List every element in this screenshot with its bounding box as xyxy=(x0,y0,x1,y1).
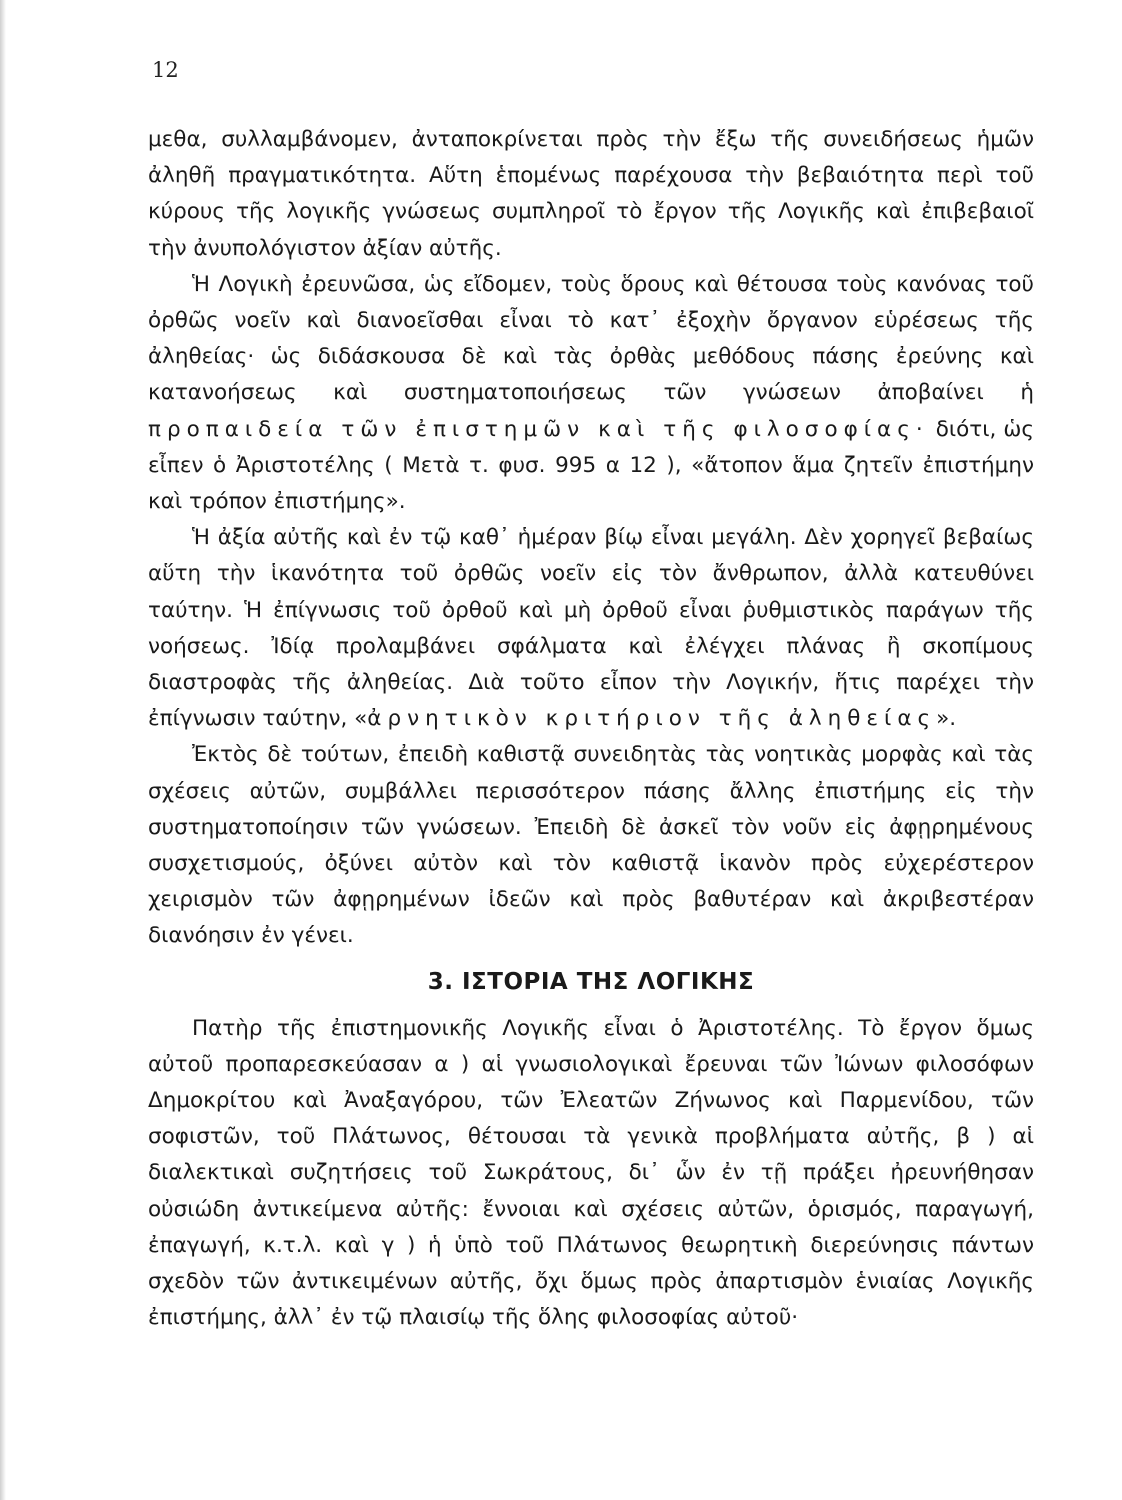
paragraph-history: Πατὴρ τῆς ἐπιστημονικῆς Λογικῆς εἶναι ὁ Ἀριστοτέλης. Τὸ ἔργον ὅμως αὐτοῦ προπαρεσκεύασαν α ) αἱ γνωσιολογικαὶ ἔρευναι τῶν Ἰώνων φιλοσόφων Δημοκρίτου καὶ Ἀναξαγόρου, τῶν Ἐλεατῶν Ζήνωνος καὶ Παρμενίδου, τῶν σοφιστῶν, τοῦ Πλάτωνος, θέτουσαι τὰ γενικὰ προβλήματα αὐτῆς, β ) αἱ διαλεκτικαὶ συζητήσεις τοῦ Σωκράτους, δι᾽ ὧν ἐν τῇ πράξει ἠρευνήθησαν οὐσιώδη ἀντικείμενα αὐτῆς: ἔννοιαι καὶ σχέσεις αὐτῶν, ὁρισμός, παραγωγή, ἐπαγωγή, κ.τ.λ. καὶ γ ) ἡ ὑπὸ τοῦ Πλάτωνος θεωρητικὴ διερεύνησις πάντων σχεδὸν τῶν ἀντικειμένων αὐτῆς, ὄχι ὅμως πρὸς ἀπαρτισμὸν ἑνιαίας Λογικῆς ἐπιστήμης, ἀλλ᾽ ἐν τῷ πλαισίῳ τῆς ὅλης φιλοσοφίας αὐτοῦ· xyxy=(148,1015,1034,1331)
paragraph-value-text: Ἡ ἀξία αὐτῆς καὶ ἐν τῷ καθ᾽ ἡμέραν βίῳ εἶναι μεγάλη. Δὲν χορηγεῖ βεβαίως αὕτη τὴν ἱκανότητα τοῦ ὀρθῶς νοεῖν εἰς τὸν ἄνθρωπον, ἀλλὰ κατευθύνει ταύτην. Ἡ ἐπίγνωσις τοῦ ὀρθοῦ καὶ μὴ ὀρθοῦ εἶναι ῥυθμιστικὸς παράγων τῆς νοήσεως. Ἰδίᾳ προλαμβάνει σφάλματα καὶ ἐλέγχει πλάνας ἢ σκοπίμους διαστροφὰς τῆς ἀληθείας. Διὰ τοῦτο εἶπον τὴν Λογικήν, ἥτις παρέχει τὴν ἐπίγνωσιν ταύτην, « xyxy=(148,525,1034,732)
page-body xyxy=(148,122,1034,1337)
paragraph-further-benefits: Ἐκτὸς δὲ τούτων, ἐπειδὴ καθιστᾷ συνειδητὰς τὰς νοητικὰς μορφὰς καὶ τὰς σχέσεις αὐτῶν, συμβάλλει περισσότερον πάσης ἄλλης ἐπιστήμης εἰς τὴν συστηματοποίησιν τῶν γνώσεων. Ἐπειδὴ δὲ ἀσκεῖ τὸν νοῦν εἰς ἀφῃρημένους συσχετισμούς, ὀξύνει αὐτὸν καὶ τὸν καθιστᾷ ἱκανὸν πρὸς εὐχερέστερον χειρισμὸν τῶν ἀφῃρημένων ἰδεῶν καὶ πρὸς βαθυτέραν καὶ ἀκριβεστέραν διανόησιν ἐν γένει. xyxy=(148,742,1034,949)
section-heading: 3. ΙΣΤΟΡΙΑ ΤΗΣ ΛΟΓΙΚΗΣ xyxy=(427,968,755,995)
paragraph-continuation: μεθα, συλλαμβάνομεν, ἀνταποκρίνεται πρὸς τὴν ἔξω τῆς συνειδήσεως ἡμῶν ἀληθῆ πραγματικότητα. Αὕτη ἑπομένως παρέχουσα τὴν βεβαιότητα περὶ τοῦ κύρους τῆς λογικῆς γνώσεως συμπληροῖ τὸ ἔργον τῆς Λογικῆς καὶ ἐπιβεβαιοῖ τὴν ἀνυπολόγιστον ἀξίαν αὐτῆς. xyxy=(148,127,1034,261)
paragraph-logic-organon-text: Ἡ Λογικὴ ἐρευνῶσα, ὡς εἴδομεν, τοὺς ὅρους καὶ θέτουσα τοὺς κανόνας τοῦ ὀρθῶς νοεῖν καὶ διανοεῖσθαι εἶναι τὸ κατ᾽ ἐξοχὴν ὄργανον εὑρέσεως τῆς ἀληθείας· ὡς διδάσκουσα δὲ καὶ τὰς ὀρθὰς μεθόδους πάσης ἐρεύνης καὶ κατανοήσεως καὶ συστηματοποιήσεως τῶν γνώσεων ἀποβαίνει ἡ xyxy=(148,271,1034,406)
emphasis-negative-criterion: ἀρνητικὸν κριτήριον τῆς ἀληθείας xyxy=(367,706,937,732)
closing-quote: ». xyxy=(936,706,957,732)
page-number: 12 xyxy=(152,58,179,82)
emphasis-propaideia: προπαιδεία τῶν ἐπιστημῶν καὶ τῆς φιλοσοφίας· xyxy=(148,416,929,442)
paragraph-logic-organon xyxy=(148,267,1034,520)
binding-edge-shadow xyxy=(0,0,6,1500)
paragraph-aristotle-quote: διότι, ὡς εἶπεν ὁ Ἀριστοτέλης ( Μετὰ τ. φυσ. 995 α 12 ), «ἄτοπον ἅμα ζητεῖν ἐπιστήμην καὶ τρόπον ἐπιστήμης». xyxy=(148,416,1035,515)
paragraph-value-of-logic xyxy=(148,520,1034,737)
